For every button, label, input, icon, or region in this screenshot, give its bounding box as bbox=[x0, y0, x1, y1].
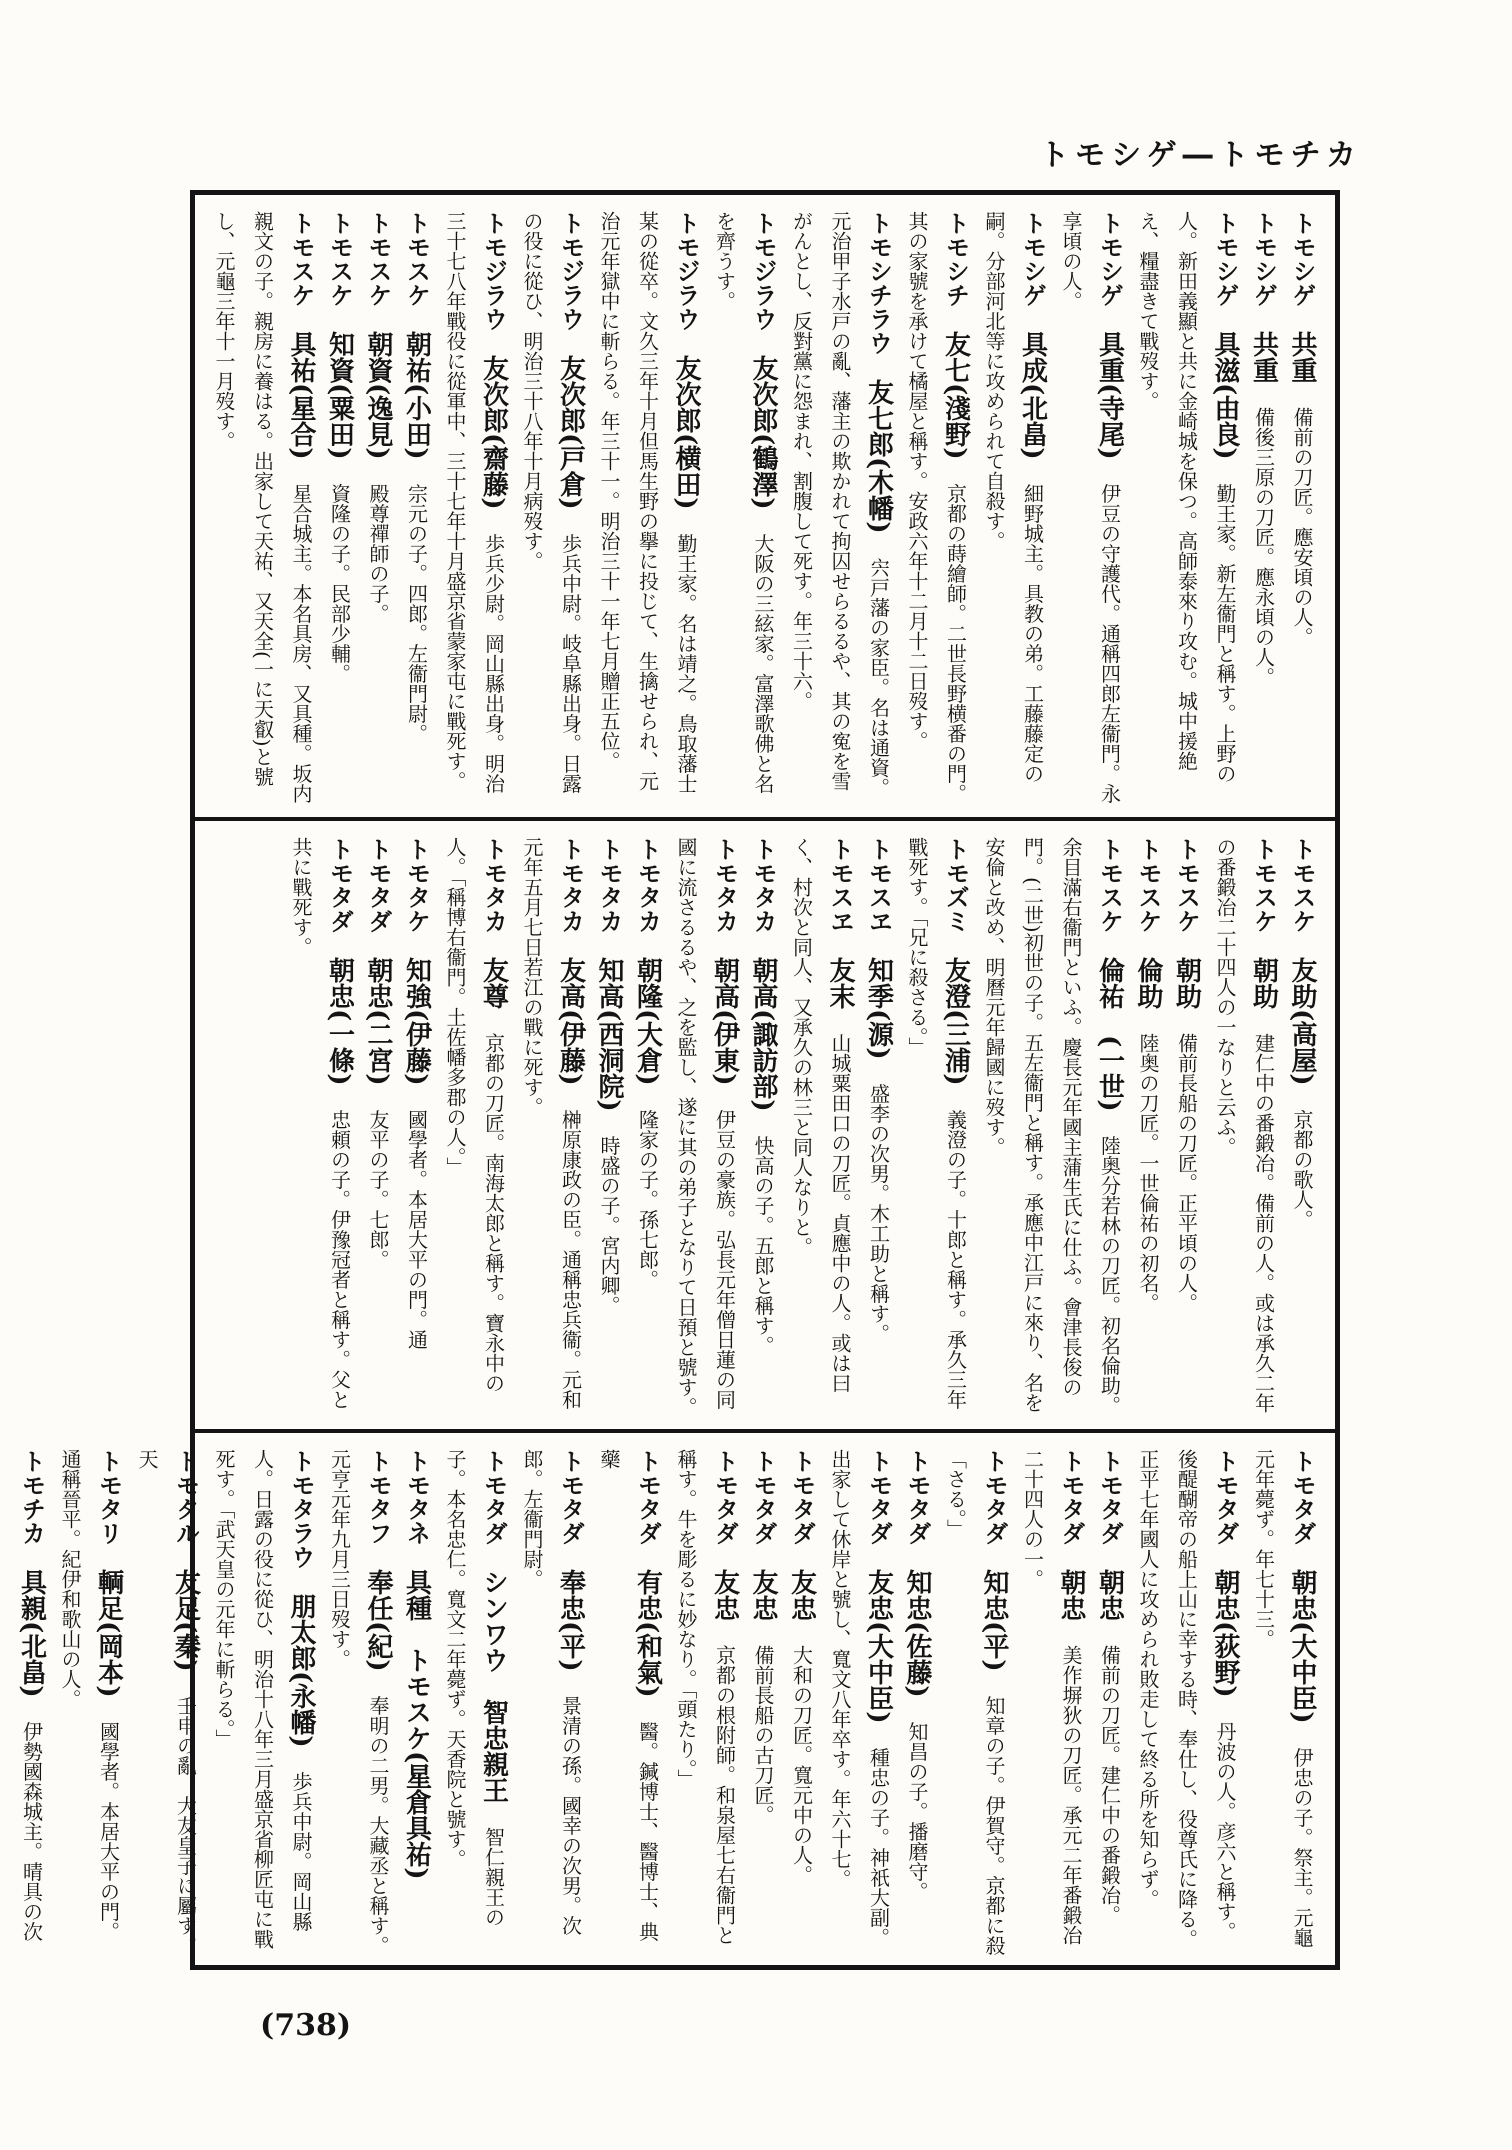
dictionary-entry bbox=[782, 211, 898, 807]
entry-headword: 朋太郎(永幡) bbox=[286, 1593, 316, 1748]
entry-description: 醫。鍼博士、醫博士、典藥 bbox=[597, 1449, 660, 1942]
entry-description: 壬申の亂、大友皇子に屬す。天 bbox=[135, 1449, 198, 1956]
dictionary-entry bbox=[320, 1449, 397, 1959]
dictionary-entry bbox=[1129, 837, 1168, 1423]
entry-description: 建仁中の番鍛冶。備前の人。或は承久二年の番鍛冶二十四人の一なりと云ふ。 bbox=[1213, 837, 1276, 1413]
entry-description: 伊勢國森城主。晴具の次 bbox=[19, 1721, 44, 1942]
entry-headword: 具重(寺尾) bbox=[1094, 331, 1125, 460]
dictionary-entry bbox=[1244, 211, 1283, 807]
entry-description: 備前長船の刀匠。正平頃の人。 bbox=[1174, 1033, 1199, 1313]
entry-headword: 知強(伊藤) bbox=[401, 957, 432, 1086]
entry-reading: トモタダ bbox=[903, 1449, 931, 1545]
entry-reading: トモタダ bbox=[787, 1449, 816, 1545]
entry-reading: トモチカ bbox=[17, 1449, 46, 1545]
entry-headword: 朝忠(一條) bbox=[324, 957, 355, 1086]
entry-description: 義澄の子。十郎と稱す。承久三年戰死す。「兄に殺さる。」 bbox=[905, 837, 968, 1410]
dictionary-entry bbox=[590, 837, 629, 1423]
entry-headword: 友次郎(齋藤) bbox=[478, 355, 509, 510]
dictionary-entry bbox=[1283, 837, 1322, 1423]
entry-headword: 友忠(大中臣) bbox=[863, 1569, 894, 1724]
entry-headword: 友助(高屋) bbox=[1287, 957, 1317, 1086]
entry-headword: 朝忠 bbox=[1056, 1569, 1086, 1621]
page-number: (738) bbox=[260, 2008, 352, 2043]
entry-headword: 友澄(三浦) bbox=[940, 957, 971, 1086]
entry-description: 伊豆の守護代。通稱四郎左衞門。永享頃の人。 bbox=[1059, 211, 1122, 804]
entry-headword: 具滋(由良) bbox=[1210, 331, 1240, 460]
entry-reading: トモタカ bbox=[556, 837, 585, 933]
entry-headword: シンワウ 智忠親王 bbox=[478, 1569, 509, 1803]
dictionary-entry bbox=[397, 211, 436, 807]
dictionary-entry bbox=[436, 837, 513, 1423]
dictionary-entry bbox=[513, 1449, 590, 1959]
dictionary-entry bbox=[128, 1449, 205, 1959]
entry-description: 京都の蒔繪師。二世長野横番の門。其の家號を承けて橘屋と稱す。安政六年十二月十二日歿す。 bbox=[905, 211, 968, 804]
entry-reading: トモタダ bbox=[479, 1449, 508, 1545]
entry-reading: トモタカ bbox=[595, 837, 623, 933]
entry-headword: 朝資(逸見) bbox=[363, 331, 393, 460]
entry-description: 伊忠の子。祭主。元龜元年薨ず。年七十三。 bbox=[1251, 1449, 1314, 1948]
dictionary-entry bbox=[898, 211, 975, 807]
entry-reading: トモスケ bbox=[364, 211, 392, 307]
entry-description: 勤王家。新左衞門と稱す。上野の人。新田義顯と共に金崎城を保つ。高師泰來り攻む。城中援絶え、糧盡きて戰歿す。 bbox=[1136, 211, 1237, 784]
entry-headword: 朝忠(大中臣) bbox=[1287, 1569, 1317, 1724]
dictionary-entry bbox=[744, 1449, 783, 1959]
dictionary-entry bbox=[1090, 1449, 1129, 1959]
entry-headword: 奉忠(平) bbox=[555, 1569, 586, 1672]
entry-reading: トモタル bbox=[171, 1449, 200, 1545]
entry-description: 智仁親王の子。本名忠仁。寬文二年薨ず。天香院と號す。 bbox=[443, 1449, 506, 1927]
entry-reading: トモタダ bbox=[749, 1449, 777, 1545]
entry-description: 京都の根附師。和泉屋七右衞門と稱す。牛を彫るに妙なり。「頭たり。」 bbox=[674, 1449, 737, 1945]
entry-description: 京都の刀匠。南海太郎と稱す。寶永中の人。「稱博右衞門。土佐幡多郡の人。」 bbox=[443, 837, 506, 1393]
entry-headword: 倫助 bbox=[1133, 957, 1163, 1009]
dictionary-entry bbox=[1129, 211, 1245, 807]
dictionary-entry bbox=[705, 211, 782, 807]
entry-headword: 具祐(星合) bbox=[286, 331, 316, 460]
entry-reading: トモタラウ bbox=[287, 1449, 315, 1569]
entry-reading: トモシゲ bbox=[1249, 211, 1278, 307]
entry-reading: トモスケ bbox=[1095, 837, 1124, 933]
dictionary-entry bbox=[1283, 211, 1322, 807]
dictionary-entry bbox=[513, 211, 590, 807]
dictionary-entry bbox=[1167, 837, 1206, 1423]
entry-headword: 朝高(伊東) bbox=[709, 957, 740, 1086]
dictionary-entry bbox=[1129, 1449, 1245, 1959]
entry-description: 快高の子。五郎と稱す。 bbox=[751, 1135, 775, 1356]
entry-reading: トモスケ bbox=[402, 211, 431, 307]
entry-headword: 友足(秦) bbox=[170, 1569, 201, 1672]
entry-headword: 友高(伊藤) bbox=[555, 957, 586, 1086]
entry-headword: 輌足(岡本) bbox=[93, 1569, 124, 1698]
entry-reading: トモシゲ bbox=[1211, 211, 1239, 307]
entry-description: 歩兵中尉。岡山縣人。日露の役に從ひ、明治十八年三月盛京省柳匠屯に戰死す。「武天皇の元年に斬らる。」 bbox=[212, 1449, 313, 1949]
dictionary-entry bbox=[397, 1449, 436, 1959]
entry-headword: 友七郎(木幡) bbox=[863, 379, 894, 534]
running-head: トモシゲ―トモチカ bbox=[1039, 138, 1362, 173]
entry-headword: 奉任(紀) bbox=[363, 1569, 393, 1672]
dictionary-entry bbox=[898, 837, 975, 1423]
entry-headword: 友忠 bbox=[748, 1569, 778, 1621]
entry-description: 國學者。本居大平の門。通稱晉平。紀伊和歌山の人。 bbox=[58, 1449, 121, 1942]
entry-description: 種忠の子。神祇大副。出家して休岸と號し、寬文八年卒す。年六十七。 bbox=[828, 1449, 891, 1948]
entry-headword: 友次郎(横田) bbox=[671, 355, 701, 510]
entry-description: 山城粟田口の刀匠。貞應中の人。或は曰く、村次と同人、又承久の林三と同人なりと。 bbox=[789, 837, 852, 1393]
entry-reading: トモシゲ bbox=[1018, 211, 1047, 307]
entry-reading: トモジラウ bbox=[479, 211, 508, 331]
dictionary-entry bbox=[205, 211, 321, 807]
entry-description: 殿尊禪師の子。 bbox=[366, 483, 390, 624]
entry-headword: 朝忠(荻野) bbox=[1210, 1569, 1240, 1698]
entry-headword: 具成(北畠) bbox=[1017, 331, 1048, 460]
entry-headword: 朝助 bbox=[1248, 957, 1279, 1009]
entry-reading: トモタカ bbox=[479, 837, 508, 933]
entry-reading: トモタケ bbox=[402, 837, 431, 933]
dictionary-entry bbox=[628, 837, 667, 1423]
dictionary-entry bbox=[1244, 1449, 1321, 1959]
entry-description: 榊原康政の臣。通稱忠兵衞。元和元年五月七日若江の戰に死す。 bbox=[520, 837, 583, 1410]
dictionary-entry bbox=[1013, 1449, 1090, 1959]
entry-reading: トモスケ bbox=[1288, 837, 1316, 933]
entry-description: 勤王家。名は靖之。鳥取藩士某の從卒。文久三年十月但馬生野の擧に投じて、生擒せられ、元治元年獄中に斬らる。年三十一。明治三十一年七月贈正五位。 bbox=[597, 211, 698, 794]
entry-reading: トモタリ bbox=[94, 1449, 123, 1545]
entry-headword: 友次郎(鶴澤) bbox=[748, 355, 778, 510]
entry-description: 陸奥分若林の刀匠。初名倫助。余目滿右衞門といふ。慶長元年國主蒲生氏に仕ふ。會津長俊の門。(二世)初世の子。五左衞門と稱す。承應中江戸に來り、名を安倫と改め、明曆元年歸國に歿す。 bbox=[982, 837, 1122, 1416]
entry-reading: トモタネ bbox=[402, 1449, 431, 1545]
entry-reading: トモズミ bbox=[941, 837, 970, 933]
entry-reading: トモタダ bbox=[1288, 1449, 1316, 1545]
dictionary-entry bbox=[513, 837, 590, 1423]
entry-reading: トモスケ bbox=[1249, 837, 1278, 933]
dictionary-entry bbox=[782, 1449, 821, 1959]
entry-headword: 友次郎(戸倉) bbox=[555, 355, 586, 510]
entry-reading: トモスヱ bbox=[864, 837, 893, 933]
dictionary-entry bbox=[320, 211, 359, 807]
dictionary-entry bbox=[436, 211, 513, 807]
dictionary-entry bbox=[397, 837, 436, 1423]
entry-reading: トモタダ bbox=[633, 1449, 662, 1545]
entry-reading: トモタカ bbox=[633, 837, 662, 933]
entry-description: 伊豆の豪族。弘長元年僧日蓮の同國に流さるるや、之を監し、遂に其の弟子となりて日預と號す。 bbox=[674, 837, 737, 1417]
entry-reading: トモタダ bbox=[864, 1449, 893, 1545]
entry-headword: 知季(源) bbox=[863, 957, 894, 1060]
entry-description: 知昌の子。播磨守。 bbox=[905, 1721, 929, 1902]
entry-reading: トモタダ bbox=[556, 1449, 585, 1545]
entry-description: 歩兵少尉。岡山縣出身。明治三十七八年戰役に從軍中、三十七年十月盛京省蒙家屯に戰死す。 bbox=[443, 211, 506, 794]
entry-description: 盛李の次男。木工助と稱す。 bbox=[866, 1083, 891, 1344]
entry-headword: 具種 トモスケ(星倉具祐) bbox=[401, 1569, 432, 1880]
dictionary-entry bbox=[744, 837, 783, 1423]
entry-description: 忠頼の子。伊豫冠者と稱す。父と共に戰死す。 bbox=[289, 837, 352, 1410]
entry-reading: トモタダ bbox=[1057, 1449, 1085, 1545]
entry-headword: 共重 bbox=[1248, 331, 1279, 383]
entry-reading: トモタダ bbox=[364, 837, 392, 933]
entry-headword: 友尊 bbox=[478, 957, 509, 1009]
entry-description: 丹波の人。彦六と稱す。後醍醐帝の船上山に幸する時、奉仕し、役尊氏に降る。正平七年國人に攻められ敗走して終る所を知らず。 bbox=[1136, 1449, 1237, 1949]
entry-headword: 有忠(和氣) bbox=[632, 1569, 663, 1698]
dictionary-entry bbox=[667, 1449, 744, 1959]
entry-reading: トモスケ bbox=[287, 211, 315, 307]
entry-headword: 朝高(諏訪部) bbox=[748, 957, 778, 1112]
tier-bottom bbox=[16, 1429, 1335, 1969]
entry-description: 宗元の子。四郎。左衞門尉。 bbox=[404, 483, 429, 744]
dictionary-entry bbox=[975, 837, 1129, 1423]
entries-frame bbox=[16, 190, 1340, 1970]
dictionary-entry bbox=[1052, 211, 1129, 807]
entry-headword: 知忠(平) bbox=[979, 1569, 1009, 1672]
dictionary-entry bbox=[859, 837, 898, 1423]
entry-headword: 友七(淺野) bbox=[940, 331, 971, 460]
entry-headword: 朝隆(大倉) bbox=[632, 957, 663, 1086]
entry-description: 細野城主。具教の弟。工藤藤定の嗣。分部河北等に攻められて自殺す。 bbox=[982, 211, 1045, 784]
tier-top-text bbox=[209, 211, 1321, 807]
entry-description: 大阪の三絃家。富澤歌佛と名を齊うす。 bbox=[712, 211, 775, 794]
entry-description: 京都の歌人。 bbox=[1290, 1109, 1314, 1230]
entry-headword: 友忠 bbox=[786, 1569, 817, 1621]
entry-headword: 知忠(佐藤) bbox=[902, 1569, 932, 1698]
dictionary-entry bbox=[936, 1449, 1013, 1959]
entry-reading: トモジラウ bbox=[556, 211, 585, 331]
entry-reading: トモタダ bbox=[1211, 1449, 1239, 1545]
entry-description: 奉明の二男。大藏丞と稱す。元亨元年九月三日歿す。 bbox=[327, 1449, 390, 1956]
entry-description: 備前長船の古刀匠。 bbox=[751, 1645, 775, 1825]
entry-reading: トモシチ bbox=[941, 211, 970, 307]
entry-reading: トモシゲ bbox=[1095, 211, 1124, 307]
entry-headword: 友末 bbox=[825, 957, 855, 1009]
entry-headword: 具親(北畠) bbox=[16, 1569, 47, 1698]
entry-reading: トモジラウ bbox=[749, 211, 777, 331]
dictionary-entry bbox=[359, 837, 398, 1423]
dictionary-entry bbox=[821, 1449, 898, 1959]
entry-description: 備前の刀匠。建仁中の番鍛冶。 bbox=[1097, 1645, 1122, 1925]
entry-description: 資隆の子。民部少輔。 bbox=[327, 483, 352, 684]
entry-headword: 友忠 bbox=[709, 1569, 740, 1621]
dictionary-entry bbox=[667, 837, 744, 1423]
entry-reading: トモスケ bbox=[1134, 837, 1162, 933]
dictionary-entry bbox=[282, 837, 359, 1423]
tier-middle-text bbox=[209, 837, 1321, 1423]
entry-description: 備後三原の刀匠。應永頃の人。 bbox=[1251, 407, 1276, 687]
dictionary-entry bbox=[782, 837, 859, 1423]
entry-reading: トモタダ bbox=[710, 1449, 739, 1545]
entry-reading: トモタフ bbox=[364, 1449, 392, 1545]
entry-reading: トモタダ bbox=[980, 1449, 1008, 1545]
dictionary-entry bbox=[359, 211, 398, 807]
dictionary-entry bbox=[1206, 837, 1283, 1423]
entry-reading: トモタダ bbox=[1095, 1449, 1124, 1545]
entry-reading: トモシチラウ bbox=[864, 211, 893, 355]
entry-description: 陸奥の刀匠。一世倫祐の初名。 bbox=[1136, 1033, 1160, 1313]
entry-headword: 共重 bbox=[1287, 331, 1317, 383]
entry-reading: トモスヱ bbox=[826, 837, 854, 933]
entry-reading: トモタダ bbox=[325, 837, 354, 933]
tier-middle bbox=[195, 817, 1335, 1433]
dictionary-entry bbox=[590, 1449, 667, 1959]
entry-description: 美作塀狄の刀匠。承元二年番鍛冶二十四人の一。 bbox=[1020, 1449, 1083, 1945]
entry-reading: トモスケ bbox=[1172, 837, 1201, 933]
entry-headword: 朝忠 bbox=[1094, 1569, 1125, 1621]
dictionary-entry bbox=[898, 1449, 937, 1959]
tier-bottom-text bbox=[16, 1449, 1321, 1959]
entry-reading: トモジラウ bbox=[672, 211, 700, 331]
entry-headword: 倫祐 (一世) bbox=[1094, 957, 1125, 1112]
entry-description: 友平の子。七郎。 bbox=[366, 1109, 390, 1270]
entry-description: 大和の刀匠。寬元中の人。 bbox=[789, 1645, 814, 1885]
entry-description: 歩兵中尉。岐阜縣出身。日露の役に從ひ、明治三十八年十月病歿す。 bbox=[520, 211, 583, 794]
entry-reading: トモタカ bbox=[749, 837, 777, 933]
entry-reading: トモタカ bbox=[710, 837, 739, 933]
entry-description: 景清の孫。國幸の次男。次郎。左衞門尉。 bbox=[520, 1449, 583, 1936]
entry-headword: 朝祐(小田) bbox=[401, 331, 432, 460]
dictionary-entry bbox=[12, 1449, 51, 1959]
entry-description: 宍戸藩の家臣。名は通資。元治甲子水戸の亂、藩主の欺かれて拘囚せらるるや、其の寃を雪がんとし、反對黨に怨まれ、割腹して死す。年三十六。 bbox=[789, 211, 891, 798]
dictionary-entry bbox=[975, 211, 1052, 807]
entry-description: 備前の刀匠。應安頃の人。 bbox=[1290, 407, 1314, 647]
tier-top bbox=[195, 195, 1335, 817]
entry-headword: 知高(西洞院) bbox=[594, 957, 624, 1112]
entry-reading: トモスケ bbox=[325, 211, 354, 307]
entry-description: 知章の子。伊賀守。京都に殺「さる。」 bbox=[943, 1449, 1006, 1956]
entry-description: 國學者。本居大平の門。通 bbox=[404, 1109, 429, 1350]
entry-description: 時盛の子。宮内卿。 bbox=[597, 1135, 621, 1316]
dictionary-entry bbox=[205, 1449, 321, 1959]
entry-reading: トモシゲ bbox=[1288, 211, 1316, 307]
entry-headword: 朝忠(二宮) bbox=[363, 957, 393, 1086]
entry-description: 隆家の子。孫七郎。 bbox=[635, 1109, 660, 1290]
entry-headword: 朝助 bbox=[1171, 957, 1202, 1009]
entry-headword: 知資(粟田) bbox=[324, 331, 355, 460]
dictionary-entry bbox=[590, 211, 706, 807]
entry-description: 星合城主。本名具房、又具種。坂内親文の子。親房に養はる。出家して天祐、又天全(一に天叡)と號し、元龜三年十一月歿す。 bbox=[212, 211, 313, 804]
dictionary-entry bbox=[436, 1449, 513, 1959]
dictionary-entry bbox=[51, 1449, 128, 1959]
